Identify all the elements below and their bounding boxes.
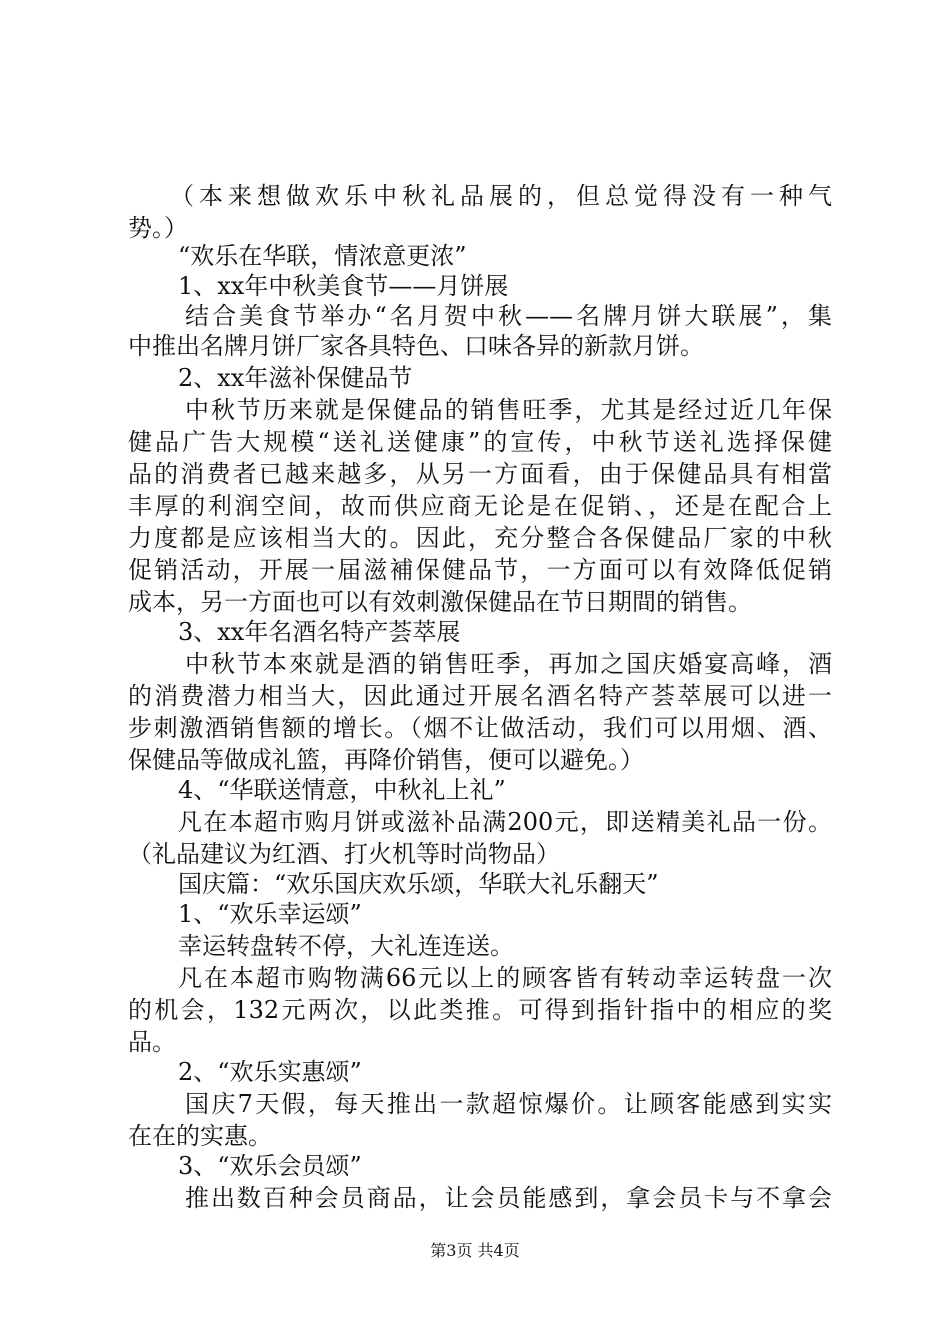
- text-line: 中秋节本來就是酒的销售旺季，再加之国庆婚宴高峰，酒: [185, 650, 832, 678]
- section-heading: “欢乐在华联，情浓意更浓”: [178, 242, 467, 270]
- text-line: 凡在本超市购月饼或滋补品满200元，即送精美礼品一份。: [178, 808, 832, 836]
- section-heading: 1、xx年中秋美食节——月饼展: [178, 272, 509, 300]
- section-heading: 1、“欢乐幸运颂”: [178, 900, 362, 928]
- text-line: 在在的实惠。: [128, 1122, 272, 1150]
- text-line: 推出数百种会员商品，让会员能感到，拿会员卡与不拿会: [185, 1184, 832, 1212]
- page-footer: 第3页 共4页: [430, 1241, 520, 1260]
- text-line: 结合美食节举办“名月贺中秋——名牌月饼大联展”，集: [185, 302, 832, 330]
- text-line: 中秋节历来就是保健品的销售旺季，尤其是经过近几年保: [185, 396, 832, 424]
- section-heading: 国庆篇：“欢乐国庆欢乐颂，华联大礼乐翻天”: [178, 870, 659, 898]
- section-heading: 4、“华联送情意，中秋礼上礼”: [178, 776, 506, 804]
- text-line: （礼品建议为红酒、打火机等时尚物品）: [128, 840, 560, 868]
- section-heading: 3、xx年名酒名特产荟萃展: [178, 618, 461, 646]
- text-line: 促销活动，开展一届滋補保健品节，一方面可以有效降低促销: [128, 556, 832, 584]
- text-line: 品。: [128, 1028, 176, 1056]
- text-line: 成本，另一方面也可以有效刺激保健品在节日期間的销售。: [128, 588, 752, 616]
- text-line: 中推出名牌月饼厂家各具特色、口味各异的新款月饼。: [128, 332, 704, 360]
- text-line: 幸运转盘转不停，大礼连连送。: [178, 932, 514, 960]
- text-line: 保健品等做成礼篮，再降价销售，便可以避免。）: [128, 746, 644, 774]
- text-line: 品的消费者已越来越多，从另一方面看，由于保健品具有相當: [128, 460, 832, 488]
- text-line: 的消费潜力相当大，因此通过开展名酒名特产荟萃展可以进一: [128, 682, 832, 710]
- text-line: 力度都是应该相当大的。因此，充分整合各保健品厂家的中秋: [128, 524, 832, 552]
- text-line: 步刺激酒销售额的增长。（烟不让做活动，我们可以用烟、酒、: [128, 714, 832, 742]
- text-line: 国庆7天假，每天推出一款超惊爆价。让顾客能感到实实: [185, 1090, 832, 1118]
- text-line: 凡在本超市购物满66元以上的顾客皆有转动幸运转盘一次: [178, 964, 832, 992]
- section-heading: 2、“欢乐实惠颂”: [178, 1058, 362, 1086]
- section-heading: 3、“欢乐会员颂”: [178, 1152, 362, 1180]
- text-line: 势。）: [128, 214, 188, 242]
- text-line: 健品广告大规模“送礼送健康”的宣传，中秋节送礼选择保健: [128, 428, 832, 456]
- text-line: 的机会，132元两次，以此类推。可得到指针指中的相应的奖: [128, 996, 832, 1024]
- text-line: 丰厚的利润空间，故而供应商无论是在促销、，还是在配合上: [128, 492, 832, 520]
- section-heading: 2、xx年滋补保健品节: [178, 364, 413, 392]
- text-line: （本来想做欢乐中秋礼品展的，但总觉得没有一种气: [170, 182, 832, 210]
